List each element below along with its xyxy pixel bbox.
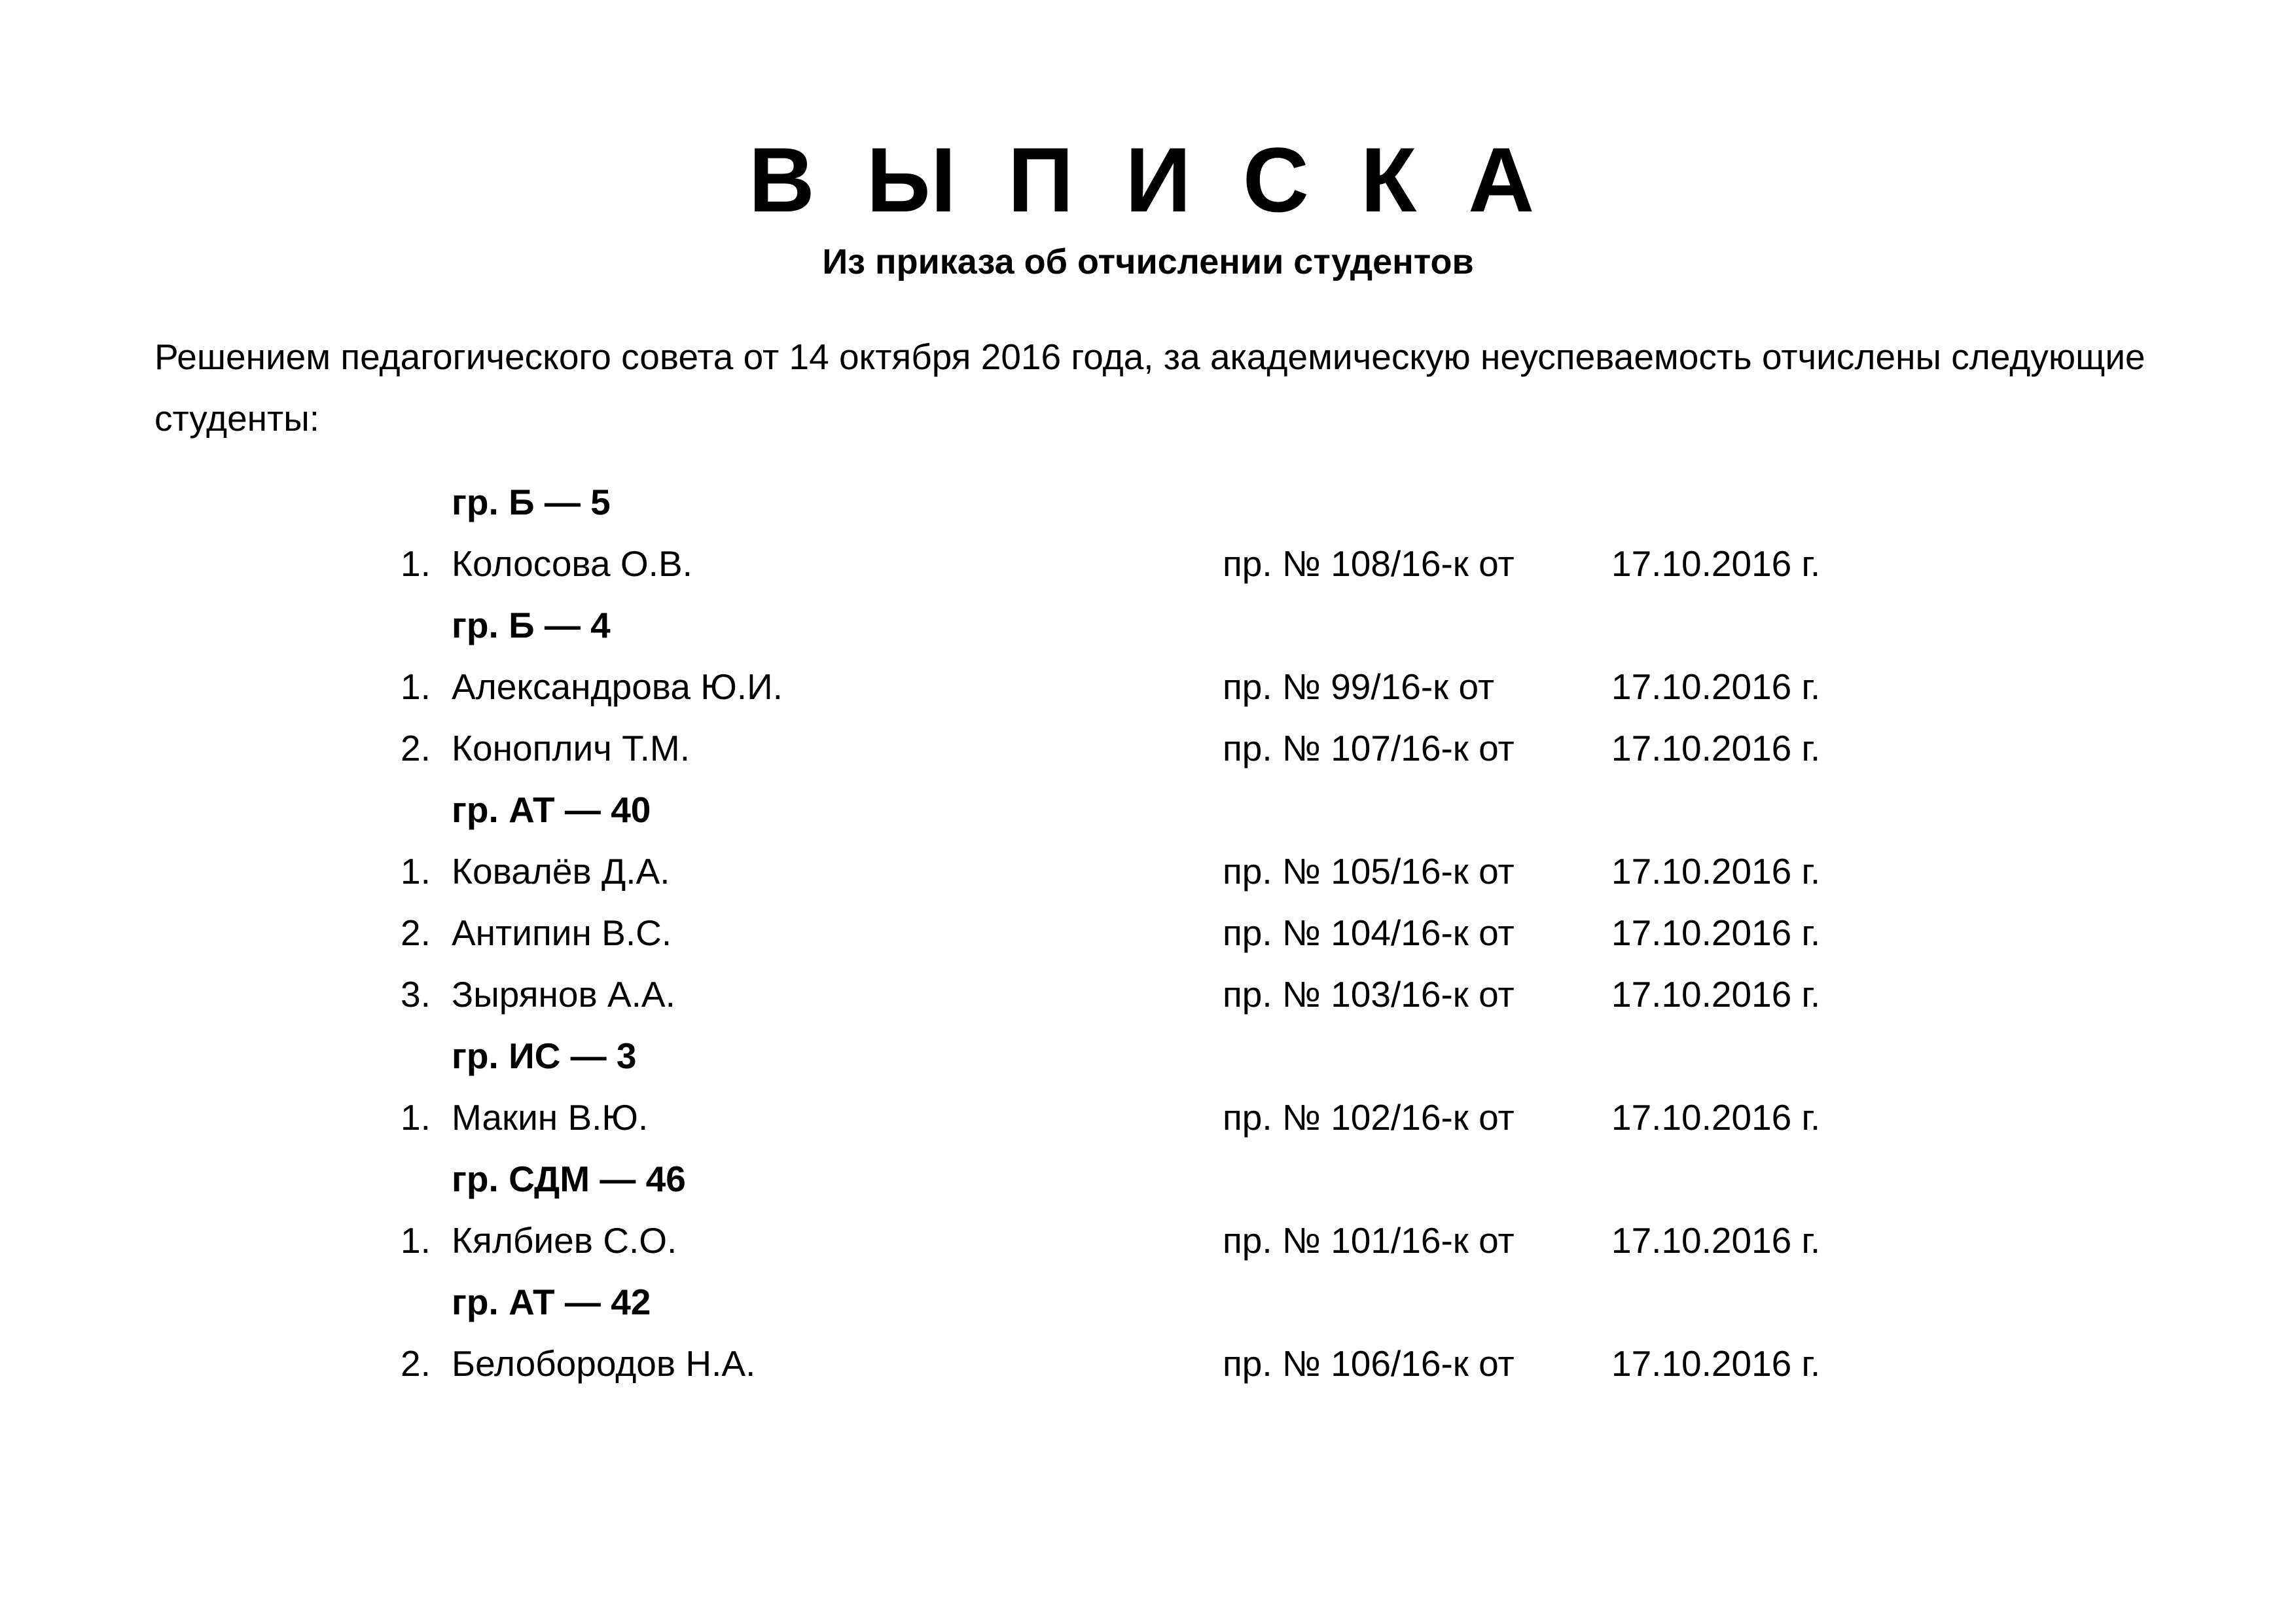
group-row <box>0 1271 2296 1333</box>
student-row <box>0 656 2296 717</box>
intro-paragraph: Решением педагогического совета от 14 октября 2016 года, за академическую неуспеваемость отчислены следующие студенты: <box>154 336 2145 439</box>
group-row <box>0 779 2296 840</box>
student-row <box>0 1210 2296 1271</box>
group-label: гр. АТ — 40 <box>452 789 651 830</box>
group-row <box>0 471 2296 533</box>
order-date: 17.10.2016 г. <box>1611 912 1821 953</box>
order-ref: пр. № 105/16-к от <box>1223 851 1515 892</box>
order-date: 17.10.2016 г. <box>1611 543 1821 584</box>
student-name: Коноплич Т.М. <box>452 728 690 768</box>
order-date: 17.10.2016 г. <box>1611 1343 1821 1384</box>
student-name: Антипин В.С. <box>452 912 672 953</box>
student-name: Колосова О.В. <box>452 543 692 584</box>
student-row <box>0 717 2296 779</box>
document-subtitle: Из приказа об отчислении студентов <box>822 242 1474 281</box>
student-row <box>0 902 2296 964</box>
student-number: 1. <box>401 1220 431 1261</box>
group-label: гр. Б — 5 <box>452 482 611 522</box>
student-name: Александрова Ю.И. <box>452 666 783 707</box>
student-row <box>0 533 2296 594</box>
order-date: 17.10.2016 г. <box>1611 1220 1821 1261</box>
group-label: гр. СДМ — 46 <box>452 1159 686 1199</box>
student-name: Зырянов А.А. <box>452 974 675 1015</box>
student-row <box>0 840 2296 902</box>
student-number: 2. <box>401 912 431 953</box>
order-ref: пр. № 102/16-к от <box>1223 1097 1515 1138</box>
order-ref: пр. № 106/16-к от <box>1223 1343 1515 1384</box>
order-date: 17.10.2016 г. <box>1611 974 1821 1015</box>
order-date: 17.10.2016 г. <box>1611 666 1821 707</box>
student-number: 1. <box>401 1097 431 1138</box>
student-name: Ковалёв Д.А. <box>452 851 670 892</box>
group-row <box>0 1148 2296 1210</box>
group-label: гр. АТ — 42 <box>452 1282 651 1322</box>
student-row <box>0 964 2296 1025</box>
student-number: 1. <box>401 851 431 892</box>
student-name: Белобородов Н.А. <box>452 1343 756 1384</box>
group-label: гр. ИС — 3 <box>452 1036 637 1076</box>
group-row <box>0 1025 2296 1087</box>
order-ref: пр. № 99/16-к от <box>1223 666 1495 707</box>
order-ref: пр. № 101/16-к от <box>1223 1220 1515 1261</box>
student-row <box>0 1087 2296 1148</box>
order-ref: пр. № 108/16-к от <box>1223 543 1515 584</box>
order-ref: пр. № 104/16-к от <box>1223 912 1515 953</box>
order-date: 17.10.2016 г. <box>1611 1097 1821 1138</box>
student-number: 2. <box>401 1343 431 1384</box>
document-title: В Ы П И С К А <box>748 128 1548 231</box>
student-row <box>0 1333 2296 1394</box>
order-ref: пр. № 107/16-к от <box>1223 728 1515 768</box>
group-row <box>0 594 2296 656</box>
order-ref: пр. № 103/16-к от <box>1223 974 1515 1015</box>
group-label: гр. Б — 4 <box>452 605 611 645</box>
order-date: 17.10.2016 г. <box>1611 851 1821 892</box>
student-name: Кялбиев С.О. <box>452 1220 677 1261</box>
order-date: 17.10.2016 г. <box>1611 728 1821 768</box>
student-number: 1. <box>401 543 431 584</box>
student-number: 3. <box>401 974 431 1015</box>
student-number: 1. <box>401 666 431 707</box>
student-number: 2. <box>401 728 431 768</box>
student-name: Макин В.Ю. <box>452 1097 649 1138</box>
student-list <box>0 471 2296 1394</box>
